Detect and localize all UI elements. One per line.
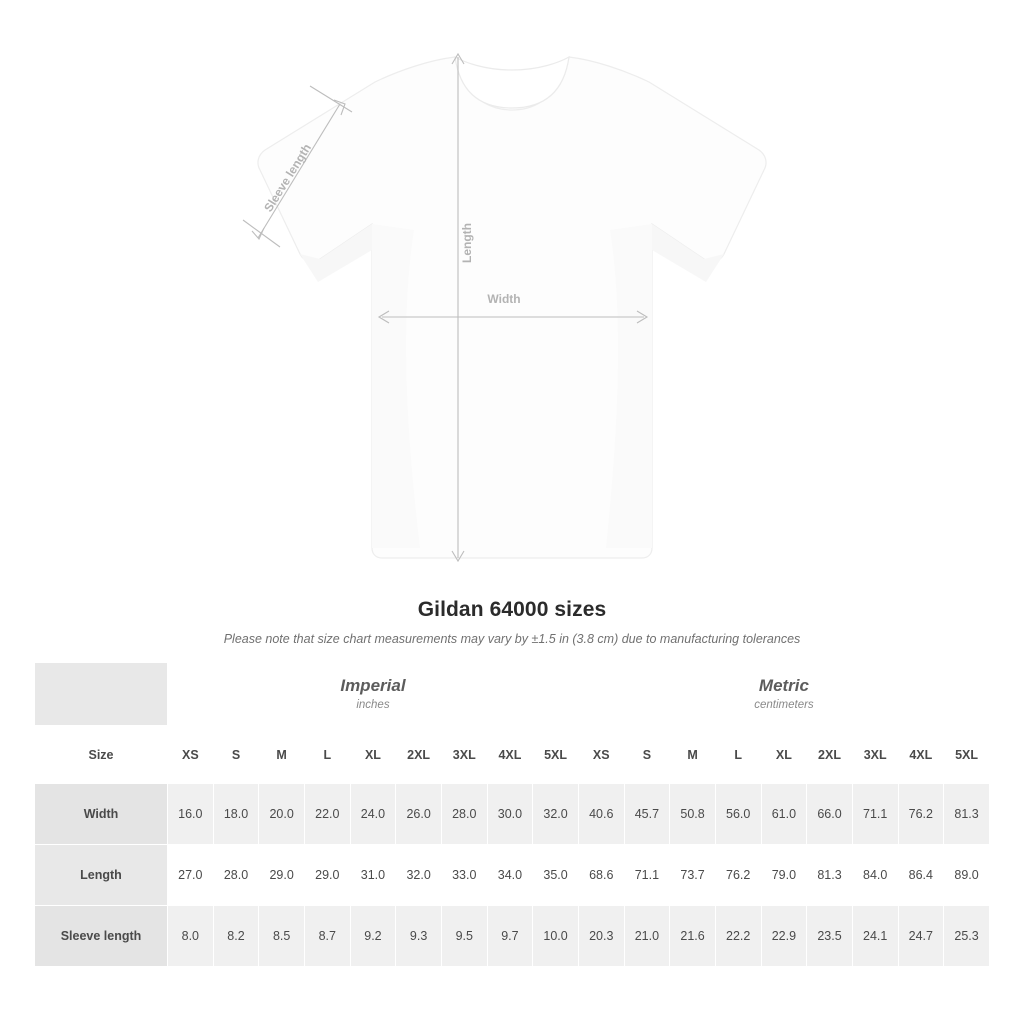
length-label: Length bbox=[460, 223, 474, 263]
sleeve-imperial-5xl: 10.0 bbox=[533, 906, 579, 967]
length-metric-5xl: 89.0 bbox=[944, 845, 990, 906]
system-metric-name: Metric bbox=[758, 676, 809, 696]
system-imperial-name: Imperial bbox=[340, 676, 406, 696]
size-header-imperial-5xl: 5XL bbox=[533, 726, 579, 784]
size-header-imperial-l: L bbox=[304, 726, 350, 784]
title-block bbox=[0, 598, 1024, 646]
sleeve-imperial-3xl: 9.5 bbox=[441, 906, 487, 967]
size-header-imperial-4xl: 4XL bbox=[487, 726, 533, 784]
size-header-metric-xl: XL bbox=[761, 726, 807, 784]
width-imperial-xl: 24.0 bbox=[350, 784, 396, 845]
sleeve-metric-xl: 22.9 bbox=[761, 906, 807, 967]
width-metric-3xl: 71.1 bbox=[852, 784, 898, 845]
sleeve-metric-l: 22.2 bbox=[715, 906, 761, 967]
width-imperial-4xl: 30.0 bbox=[487, 784, 533, 845]
width-imperial-2xl: 26.0 bbox=[396, 784, 442, 845]
width-metric-l: 56.0 bbox=[715, 784, 761, 845]
table-row bbox=[35, 906, 990, 967]
length-imperial-l: 29.0 bbox=[304, 845, 350, 906]
size-header-metric-4xl: 4XL bbox=[898, 726, 944, 784]
size-header-metric-3xl: 3XL bbox=[852, 726, 898, 784]
size-header-metric-s: S bbox=[624, 726, 670, 784]
sleeve-metric-m: 21.6 bbox=[670, 906, 716, 967]
sleeve-metric-s: 21.0 bbox=[624, 906, 670, 967]
size-header-metric-m: M bbox=[670, 726, 716, 784]
length-imperial-xs: 27.0 bbox=[168, 845, 214, 906]
width-imperial-5xl: 32.0 bbox=[533, 784, 579, 845]
sleeve-length-label: Sleeve length bbox=[261, 141, 315, 215]
length-imperial-4xl: 34.0 bbox=[487, 845, 533, 906]
width-imperial-3xl: 28.0 bbox=[441, 784, 487, 845]
length-imperial-2xl: 32.0 bbox=[396, 845, 442, 906]
size-header-imperial-s: S bbox=[213, 726, 259, 784]
size-header-metric-l: L bbox=[715, 726, 761, 784]
length-imperial-s: 28.0 bbox=[213, 845, 259, 906]
size-header-imperial-2xl: 2XL bbox=[396, 726, 442, 784]
system-metric bbox=[578, 663, 989, 726]
sleeve-imperial-4xl: 9.7 bbox=[487, 906, 533, 967]
width-metric-4xl: 76.2 bbox=[898, 784, 944, 845]
width-metric-s: 45.7 bbox=[624, 784, 670, 845]
width-label: Width bbox=[487, 292, 521, 306]
length-metric-m: 73.7 bbox=[670, 845, 716, 906]
width-imperial-l: 22.0 bbox=[304, 784, 350, 845]
size-header-imperial-m: M bbox=[259, 726, 305, 784]
size-header-metric-2xl: 2XL bbox=[807, 726, 853, 784]
table-corner-cell bbox=[35, 663, 168, 726]
width-imperial-m: 20.0 bbox=[259, 784, 305, 845]
sleeve-imperial-2xl: 9.3 bbox=[396, 906, 442, 967]
size-header-row bbox=[35, 726, 990, 784]
length-metric-4xl: 86.4 bbox=[898, 845, 944, 906]
length-metric-3xl: 84.0 bbox=[852, 845, 898, 906]
row-label-sleeve-length: Sleeve length bbox=[35, 906, 168, 967]
system-header-row bbox=[35, 663, 990, 726]
tolerance-note: Please note that size chart measurements may vary by ±1.5 in (3.8 cm) due to manufacturing tolerances bbox=[223, 632, 801, 646]
page-title: Gildan 64000 sizes bbox=[417, 598, 607, 621]
size-table-wrap bbox=[34, 662, 990, 967]
length-metric-l: 76.2 bbox=[715, 845, 761, 906]
tshirt-shape bbox=[258, 57, 766, 558]
width-metric-xl: 61.0 bbox=[761, 784, 807, 845]
table-row bbox=[35, 784, 990, 845]
sleeve-imperial-l: 8.7 bbox=[304, 906, 350, 967]
size-header-imperial-xs: XS bbox=[168, 726, 214, 784]
length-imperial-5xl: 35.0 bbox=[533, 845, 579, 906]
sleeve-imperial-m: 8.5 bbox=[259, 906, 305, 967]
size-header-metric-5xl: 5XL bbox=[944, 726, 990, 784]
length-imperial-3xl: 33.0 bbox=[441, 845, 487, 906]
sleeve-metric-4xl: 24.7 bbox=[898, 906, 944, 967]
length-imperial-xl: 31.0 bbox=[350, 845, 396, 906]
length-metric-xs: 68.6 bbox=[578, 845, 624, 906]
length-imperial-m: 29.0 bbox=[259, 845, 305, 906]
sleeve-imperial-xl: 9.2 bbox=[350, 906, 396, 967]
sleeve-metric-2xl: 23.5 bbox=[807, 906, 853, 967]
size-header-metric-xs: XS bbox=[578, 726, 624, 784]
size-header-imperial-xl: XL bbox=[350, 726, 396, 784]
sleeve-metric-3xl: 24.1 bbox=[852, 906, 898, 967]
system-metric-unit: centimeters bbox=[754, 698, 814, 711]
width-imperial-s: 18.0 bbox=[213, 784, 259, 845]
length-metric-xl: 79.0 bbox=[761, 845, 807, 906]
width-metric-m: 50.8 bbox=[670, 784, 716, 845]
length-metric-2xl: 81.3 bbox=[807, 845, 853, 906]
system-imperial-unit: inches bbox=[356, 698, 390, 711]
row-label-width: Width bbox=[35, 784, 168, 845]
width-metric-xs: 40.6 bbox=[578, 784, 624, 845]
sleeve-metric-xs: 20.3 bbox=[578, 906, 624, 967]
size-table bbox=[34, 662, 990, 967]
sleeve-imperial-s: 8.2 bbox=[213, 906, 259, 967]
size-header-label: Size bbox=[35, 726, 168, 784]
length-metric-s: 71.1 bbox=[624, 845, 670, 906]
size-header-imperial-3xl: 3XL bbox=[441, 726, 487, 784]
sleeve-metric-5xl: 25.3 bbox=[944, 906, 990, 967]
width-metric-5xl: 81.3 bbox=[944, 784, 990, 845]
row-label-length: Length bbox=[35, 845, 168, 906]
width-imperial-xs: 16.0 bbox=[168, 784, 214, 845]
sleeve-imperial-xs: 8.0 bbox=[168, 906, 214, 967]
table-row bbox=[35, 845, 990, 906]
system-imperial bbox=[168, 663, 579, 726]
width-metric-2xl: 66.0 bbox=[807, 784, 853, 845]
